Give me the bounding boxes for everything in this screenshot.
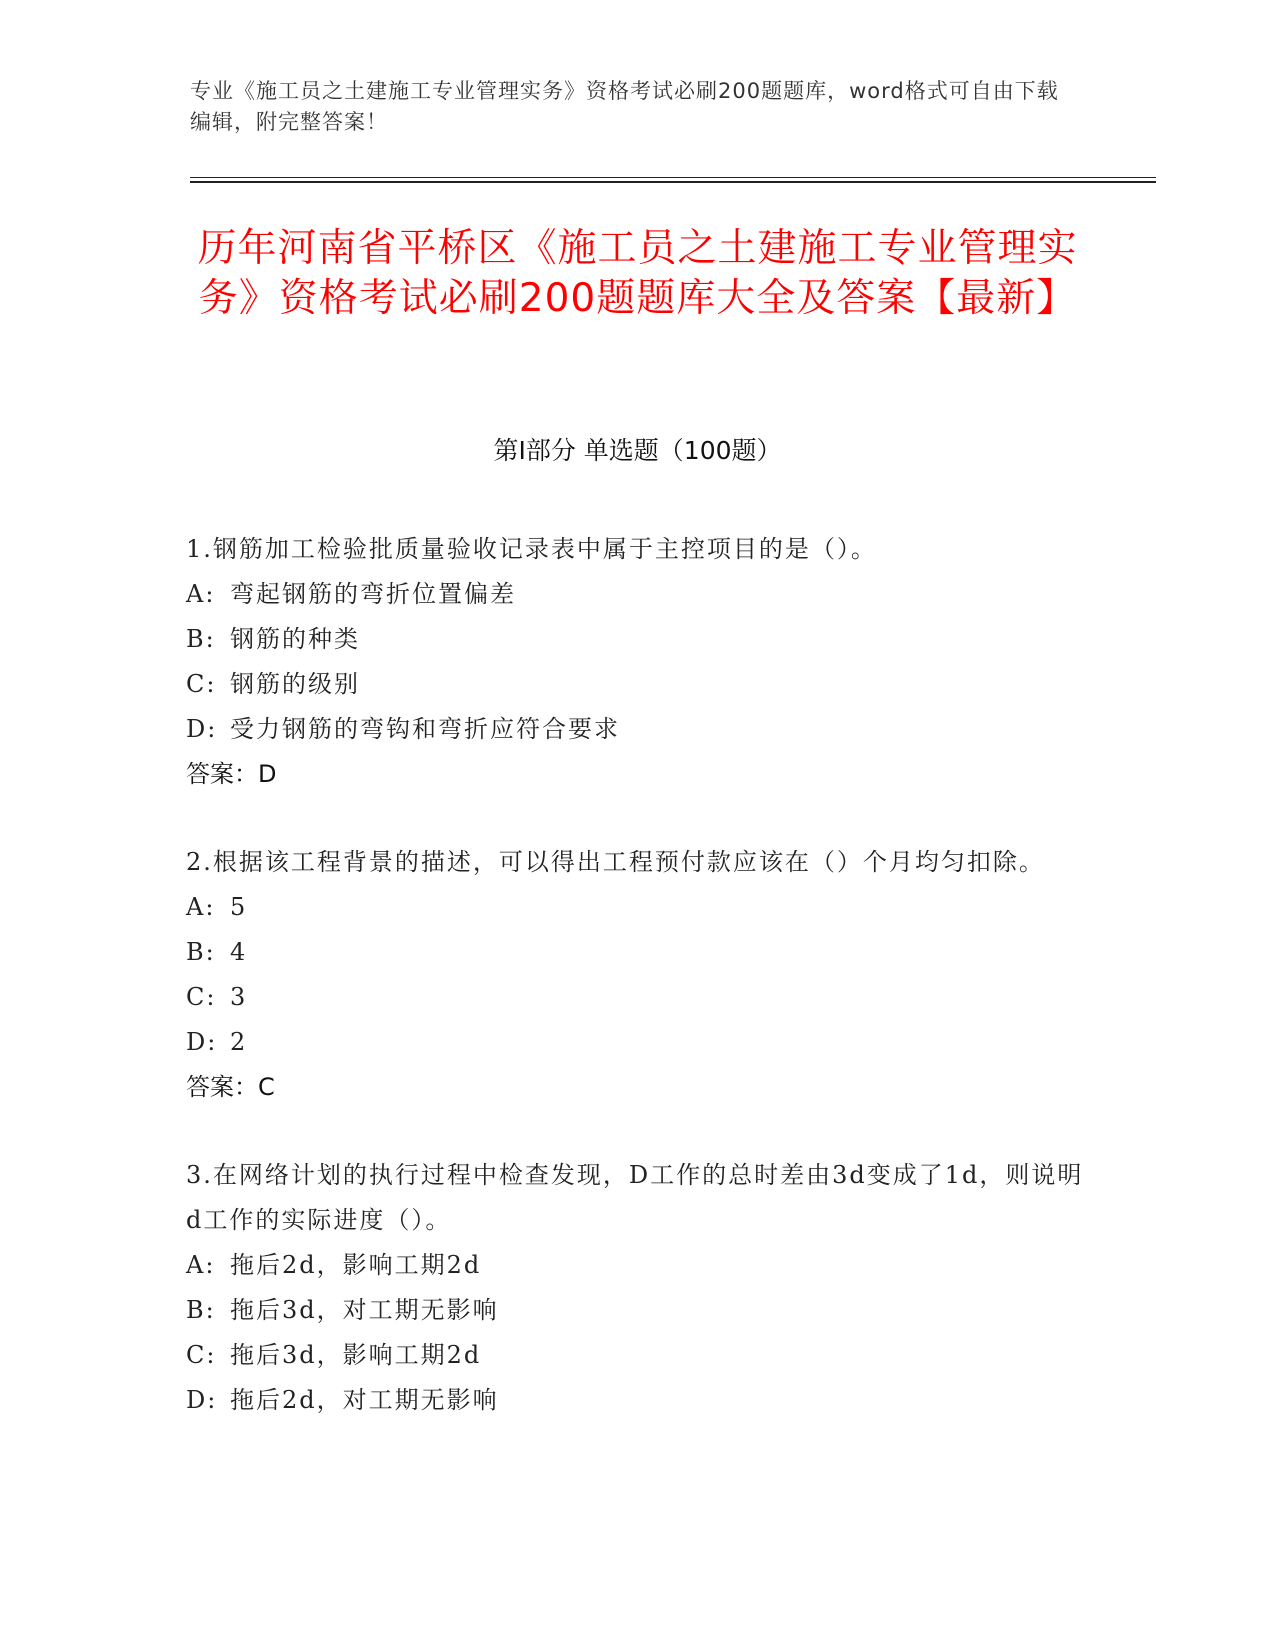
option-text: 受力钢筋的弯钩和弯折应符合要求 <box>230 715 620 743</box>
option-key: C: <box>186 1341 217 1369</box>
option-text: 拖后2d，对工期无影响 <box>230 1386 499 1414</box>
section-heading: 第I部分 单选题（100题） <box>493 436 782 465</box>
option-d <box>186 707 1086 752</box>
option-text: 4 <box>230 938 248 966</box>
question-text: 2.根据该工程背景的描述，可以得出工程预付款应该在（）个月均匀扣除。 <box>186 848 1045 876</box>
question-3 <box>186 1153 1086 1423</box>
option-key: C: <box>186 670 217 698</box>
option-c <box>186 662 1086 707</box>
question-text: 1.钢筋加工检验批质量验收记录表中属于主控项目的是（）。 <box>186 535 877 563</box>
option-text: 弯起钢筋的弯折位置偏差 <box>230 580 516 608</box>
option-text: 拖后3d，对工期无影响 <box>230 1296 499 1324</box>
question-2 <box>186 840 1086 1110</box>
option-a <box>186 885 1086 930</box>
option-key: B: <box>186 625 216 653</box>
header-divider-thin <box>190 177 1156 178</box>
option-key: A: <box>186 580 216 608</box>
option-key: D: <box>186 1028 218 1056</box>
option-key: D: <box>186 1386 218 1414</box>
option-text: 拖后3d，影响工期2d <box>230 1341 482 1369</box>
option-d <box>186 1020 1086 1065</box>
option-text: 5 <box>230 893 248 921</box>
option-b <box>186 1288 1086 1333</box>
question-list <box>186 527 1086 1466</box>
question-text: 3.在网络计划的执行过程中检查发现，D工作的总时差由3d变成了1d，则说明d工作的实际进度（）。 <box>186 1161 1084 1234</box>
option-b <box>186 930 1086 975</box>
option-a <box>186 1243 1086 1288</box>
option-c <box>186 1333 1086 1378</box>
header-note: 专业《施工员之土建施工专业管理实务》资格考试必刷200题题库，word格式可自由下载编辑，附完整答案！ <box>190 79 1059 134</box>
option-key: A: <box>186 893 216 921</box>
option-key: B: <box>186 1296 216 1324</box>
document-title: 历年河南省平桥区《施工员之土建施工专业管理实务》资格考试必刷200题题库大全及答案【最新】 <box>197 226 1078 321</box>
option-key: A: <box>186 1251 216 1279</box>
option-key: C: <box>186 983 217 1011</box>
answer-line: 答案：D <box>186 760 277 788</box>
option-a <box>186 572 1086 617</box>
header-divider-thick <box>190 181 1156 183</box>
option-text: 3 <box>230 983 248 1011</box>
answer-line: 答案：C <box>186 1073 275 1101</box>
option-text: 2 <box>230 1028 248 1056</box>
option-c <box>186 975 1086 1020</box>
option-d <box>186 1378 1086 1423</box>
option-text: 钢筋的级别 <box>230 670 360 698</box>
option-text: 拖后2d，影响工期2d <box>230 1251 482 1279</box>
option-key: B: <box>186 938 216 966</box>
option-text: 钢筋的种类 <box>230 625 360 653</box>
question-1 <box>186 527 1086 797</box>
option-key: D: <box>186 715 218 743</box>
option-b <box>186 617 1086 662</box>
